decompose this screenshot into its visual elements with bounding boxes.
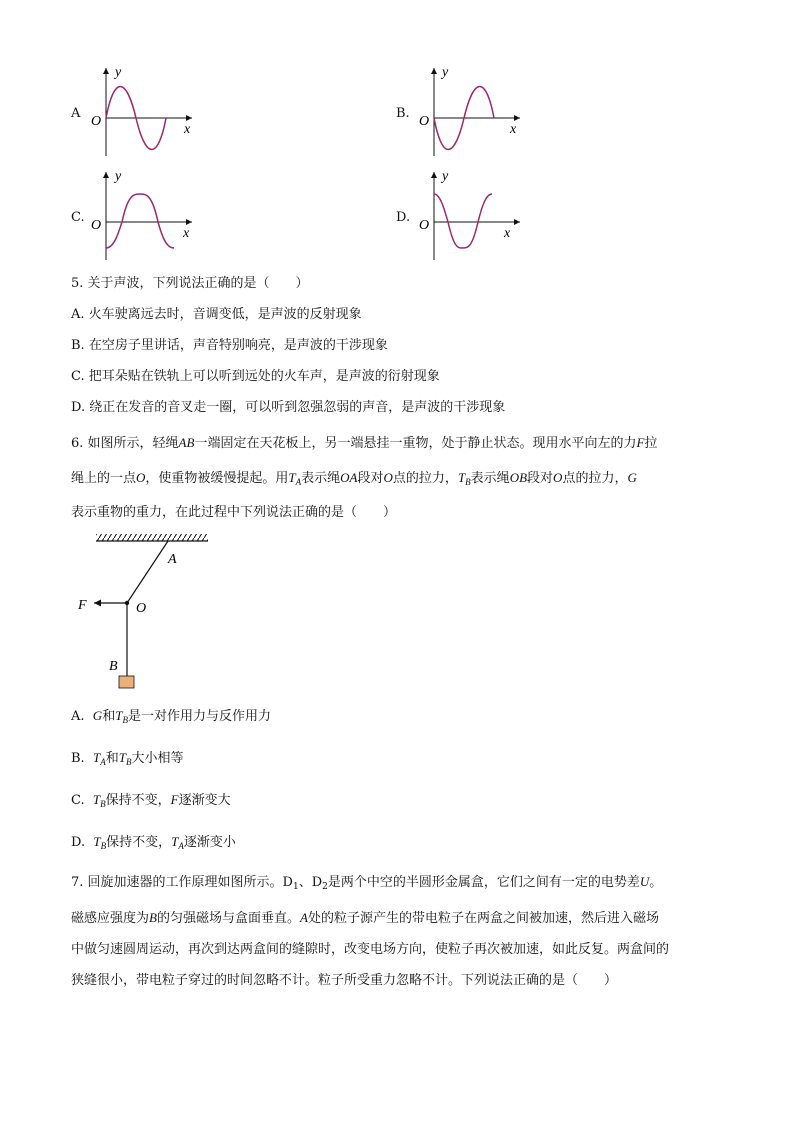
text: 点的拉力， [392, 471, 458, 486]
sub-b: B [100, 841, 107, 851]
question-5-option-b[interactable]: B. 在空房子里讲话，声音特别响亮，是声波的干涉现象 [71, 338, 388, 353]
var-o: O [136, 470, 146, 485]
var-a: A [299, 910, 308, 925]
sub-b: B [465, 477, 471, 487]
point-o [125, 601, 129, 605]
wave-graph-a [88, 62, 200, 162]
text: 处的粒子源产生的带电粒子在两盒之间被加速，然后进入磁场 [307, 911, 659, 926]
label-b: B [109, 659, 118, 674]
x-label: x [504, 226, 511, 241]
text: 保持不变， [106, 835, 172, 850]
var-o: O [553, 470, 563, 485]
option-c-label: C. [71, 210, 85, 225]
var-g: G [627, 470, 637, 485]
text: 一端固定在天花板上，另一端悬挂一重物，处于静止状态。现用水平向左的力 [194, 436, 637, 451]
text: 是两个中空的半圆形金属盒，它们之间有一定的电势差 [327, 875, 640, 890]
text: B. [71, 751, 85, 766]
text: 是一对作用力与反作用力 [127, 709, 271, 724]
var-t: T [171, 834, 179, 849]
x-label: x [510, 122, 517, 137]
var-ab: AB [178, 435, 195, 450]
var-t: T [93, 834, 101, 849]
wave-graph-b [416, 62, 528, 162]
origin-label: O [419, 114, 430, 129]
text: 7. 回旋加速器的工作原理如图所示。D [71, 875, 293, 890]
x-label: x [183, 226, 190, 241]
text: D. [71, 835, 86, 850]
origin-label: O [91, 114, 102, 129]
question-6-line-1 [71, 434, 657, 453]
question-7-line-1 [71, 873, 662, 896]
question-6-option-c[interactable] [71, 791, 231, 813]
var-g: G [92, 708, 103, 723]
y-label: y [115, 65, 122, 80]
sub-2: 2 [322, 882, 328, 892]
var-f: F [170, 792, 179, 807]
text: 段对 [527, 471, 554, 486]
origin-label: O [91, 218, 102, 233]
var-u: U [639, 874, 650, 889]
weight-block [119, 676, 134, 688]
text: 保持不变， [105, 793, 171, 808]
sub-b: B [100, 799, 106, 809]
text: 。 [649, 875, 663, 890]
question-5-option-c[interactable]: C. 把耳朵贴在铁轨上可以听到远处的火车声，是声波的衍射现象 [71, 369, 440, 384]
y-label: y [442, 169, 449, 184]
question-7-line-3: 中做匀速圆周运动，再次到达两盒间的缝隙时，改变电场方向，使粒子再次被加速，如此反复。两盒间的 [71, 942, 670, 957]
text: 和 [105, 751, 119, 766]
var-ob: OB [509, 470, 528, 485]
question-6-line-2 [71, 469, 637, 491]
text: 绳上的一点 [71, 471, 137, 486]
option-b-label: B. [396, 106, 410, 121]
sub-a: A [178, 841, 184, 851]
text: 逐渐变小 [183, 835, 236, 850]
text: 和 [102, 709, 116, 724]
text: A. [71, 709, 85, 724]
var-o: O [383, 470, 393, 485]
ceiling-hatch [96, 534, 208, 541]
sub-b: B [125, 757, 132, 767]
text: ，使重物被缓慢提起。用 [145, 471, 289, 486]
wave-graph-c [88, 166, 200, 266]
text: C. [71, 793, 85, 808]
var-oa: OA [340, 470, 358, 485]
label-o: O [136, 601, 147, 616]
sub-a: A [100, 757, 106, 767]
text: 6. 如图所示，轻绳 [71, 436, 179, 451]
text: 表示绳 [470, 471, 510, 486]
label-a: A [168, 552, 177, 567]
y-label: y [442, 65, 449, 80]
y-label: y [115, 169, 122, 184]
question-5-option-d[interactable]: D. 绕正在发音的音叉走一圈，可以听到忽强忽弱的声音，是声波的干涉现象 [71, 400, 506, 415]
question-6-option-d[interactable] [71, 833, 236, 855]
sub-1: 1 [292, 882, 299, 892]
var-t: T [288, 470, 296, 485]
text: 拉 [644, 436, 658, 451]
text: 大小相等 [131, 751, 184, 766]
label-f: F [78, 598, 87, 613]
var-t: T [457, 470, 466, 485]
rope-oa [127, 541, 168, 603]
question-5-stem: 5. 关于声波，下列说法正确的是（ ） [71, 276, 309, 291]
question-5-option-a[interactable]: A. 火车驶离远去时，音调变低，是声波的反射现象 [71, 307, 362, 322]
wave-curve [106, 194, 174, 248]
sub-a: A [295, 477, 302, 487]
text: 逐渐变大 [178, 793, 231, 808]
var-b: B [149, 910, 157, 925]
question-6-option-a[interactable] [71, 707, 271, 729]
text: 点的拉力， [562, 471, 628, 486]
option-d-label: D. [396, 210, 411, 225]
rope-diagram [74, 530, 224, 695]
var-t: T [92, 792, 101, 807]
wave-curve [434, 194, 492, 248]
question-6-line-3: 表示重物的重力，在此过程中下列说法正确的是（ ） [71, 505, 397, 520]
text: 的匀强磁场与盒面垂直。 [156, 911, 300, 926]
var-t: T [115, 708, 123, 723]
text: 表示绳 [301, 471, 341, 486]
origin-label: O [419, 218, 430, 233]
text: 磁感应强度为 [71, 911, 150, 926]
question-6-option-b[interactable] [71, 749, 183, 771]
text: 段对 [357, 471, 384, 486]
x-label: x [184, 122, 191, 137]
text: 、D [298, 875, 323, 890]
var-t: T [118, 750, 126, 765]
var-f: F [636, 435, 645, 450]
question-7-line-2 [71, 909, 659, 928]
sub-b: B [122, 715, 128, 725]
var-t: T [92, 750, 101, 765]
wave-graph-d [416, 166, 528, 266]
question-7-line-4: 狭缝很小，带电粒子穿过的时间忽略不计。粒子所受重力忽略不计。下列说法正确的是（ ） [71, 973, 618, 988]
option-a-label: A [71, 106, 81, 121]
